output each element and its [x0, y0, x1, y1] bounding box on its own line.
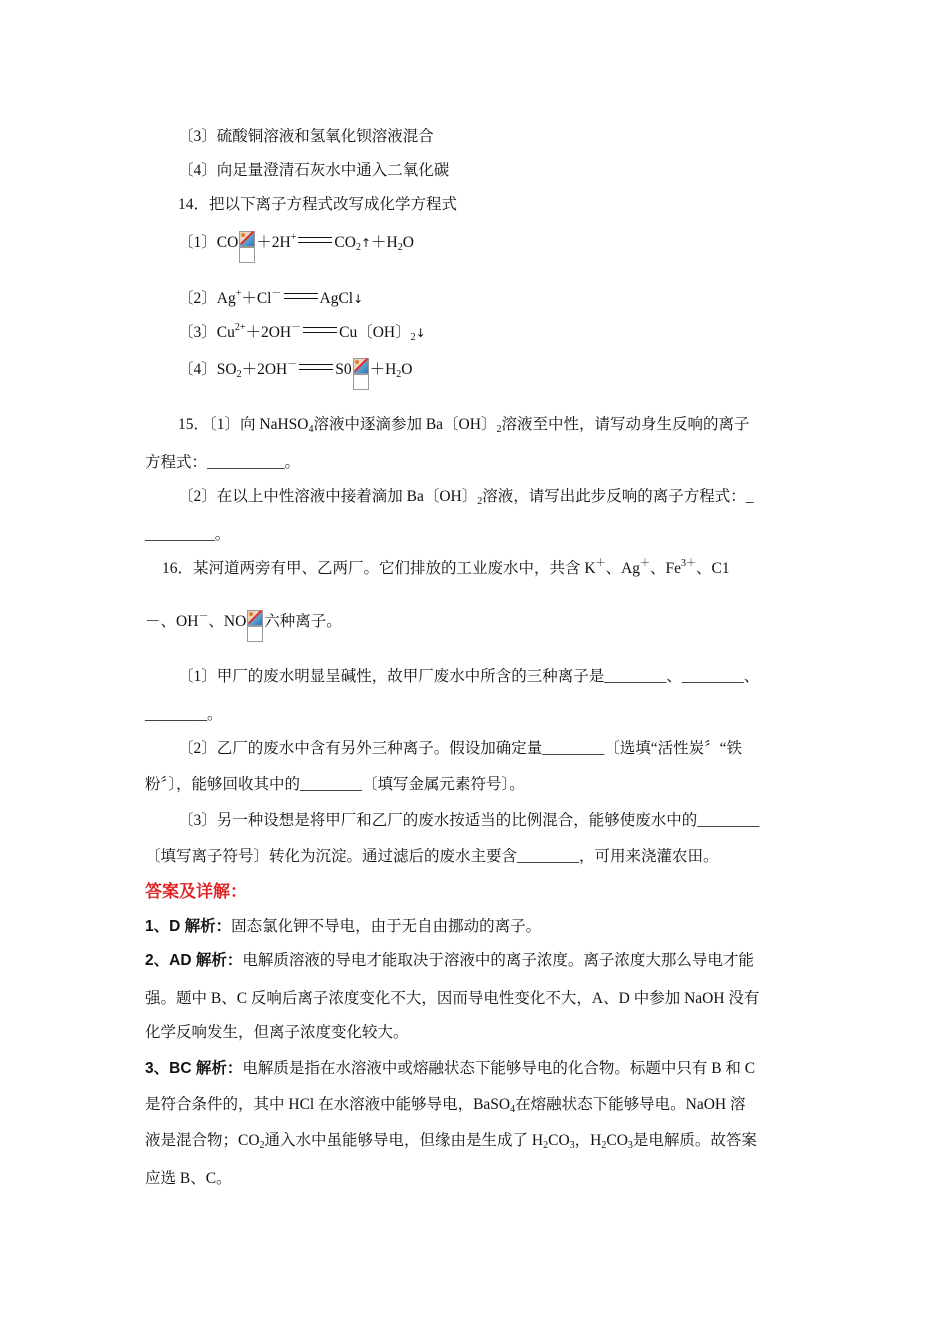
text: ＋2OH	[245, 324, 292, 341]
text: 是符合条件的，其中 HCl 在水溶液中能够导电，BaSO	[145, 1096, 511, 1113]
text: 电解质溶液的导电才能取决于溶液中的离子浓度。离子浓度大那么导电才能	[242, 952, 754, 969]
answer-3-line-3	[145, 1130, 757, 1152]
q15-line-1	[178, 414, 807, 436]
superscript: 2+	[234, 322, 246, 333]
superscript: －	[198, 611, 209, 622]
q16-part-1-line-2: ________。	[145, 706, 223, 723]
text: 、C1	[696, 560, 730, 577]
text: S0	[335, 361, 352, 378]
equals-sign	[303, 327, 337, 333]
subscript: 2	[410, 332, 416, 343]
subscript: 2	[477, 496, 483, 507]
q16-line-1	[162, 558, 730, 580]
answer-2-line-3: 化学反响发生，但离子浓度变化较大。	[145, 1024, 409, 1041]
subscript: 3	[627, 1140, 633, 1151]
superscript: +	[290, 232, 297, 243]
subscript: 4	[510, 1104, 516, 1115]
text: O	[402, 234, 414, 251]
superscript: －	[287, 359, 298, 370]
equals-sign	[284, 293, 318, 299]
text: O	[401, 361, 413, 378]
text: 〔2〕在以上中性溶液中接着滴加 Ba〔OH〕	[178, 488, 478, 505]
subscript: 4	[308, 424, 314, 435]
text-run	[178, 414, 749, 436]
text: ＋2OH	[241, 361, 288, 378]
answer-3-line-1	[145, 1058, 755, 1080]
q15-line-4: _________。	[145, 526, 231, 543]
down-arrow-icon: ↓	[415, 326, 426, 340]
superscript: 3＋	[681, 558, 697, 569]
text: CO	[548, 1132, 570, 1149]
text: 、NO	[208, 613, 247, 630]
text: 电解质是指在水溶液中或熔融状态下能够导电的化合物。标题中只有 B 和 C	[242, 1060, 756, 1077]
q16-line-2	[145, 610, 342, 642]
broken-image-icon	[239, 231, 255, 263]
superscript: ＋	[595, 558, 606, 569]
text: 15．〔1〕向 NaHSO	[178, 416, 309, 433]
subscript: 2	[543, 1140, 549, 1151]
q14-equation-3	[178, 322, 426, 344]
q15-line-3	[178, 486, 754, 508]
text: AgCl	[319, 290, 354, 307]
subscript: 2	[355, 242, 361, 253]
down-arrow-icon: ↓	[353, 292, 364, 306]
subscript: 3	[569, 1140, 575, 1151]
q16-part-1-line-1: 〔1〕甲厂的废水明显呈碱性，故甲厂废水中所含的三种离子是________、________、	[178, 668, 760, 685]
subscript: 2	[236, 369, 242, 380]
text: ＋H	[369, 361, 397, 378]
text: 溶液中逐滴参加 Ba〔OH〕	[313, 416, 497, 433]
equals-sign	[299, 364, 333, 370]
text: 通入水中虽能够导电，但缘由是生成了 H	[264, 1132, 544, 1149]
text: CO	[606, 1132, 628, 1149]
subscript: 2	[496, 424, 502, 435]
q13-item-4: 〔4〕向足量澄清石灰水中通入二氧化碳	[178, 162, 450, 179]
text: －、OH	[145, 613, 199, 630]
text: 〔1〕CO	[178, 234, 239, 251]
subscript: 2	[396, 369, 402, 380]
broken-image-icon	[247, 610, 263, 642]
subscript: 2	[259, 1140, 265, 1151]
text: 六种离子。	[264, 613, 342, 630]
q14-equation-2	[178, 288, 363, 310]
text: 溶液，请写出此步反响的离子方程式：_	[482, 488, 754, 505]
answer-3-line-2	[145, 1094, 745, 1116]
q14-equation-4	[178, 358, 413, 390]
subscript: 2	[397, 242, 403, 253]
equals-sign	[298, 237, 332, 243]
q16-part-2-line-2: 粉〞〕，能够回收其中的________〔填写金属元素符号〕。	[145, 776, 525, 793]
answer-2-line-1	[145, 950, 754, 972]
superscript: ＋	[640, 558, 651, 569]
broken-image-icon	[353, 358, 369, 390]
text: 16．某河道两旁有甲、乙两厂。它们排放的工业废水中，共含 K	[162, 560, 596, 577]
superscript: －	[271, 288, 282, 299]
text: 在熔融状态下能够导电。NaOH 溶	[515, 1096, 746, 1113]
q14-equation-1	[178, 231, 414, 263]
q16-part-3-line-2: 〔填写离子符号〕转化为沉淀。通过滤后的废水主要含________，可用来浇灌农田。	[145, 848, 719, 865]
answer-3-line-4: 应选 B、C。	[145, 1170, 232, 1187]
text: CO	[334, 234, 356, 251]
superscript: －	[291, 322, 302, 333]
text: ＋2H	[256, 234, 291, 251]
q13-item-3: 〔3〕硫酸铜溶液和氢氧化钡溶液混合	[178, 128, 434, 145]
q16-part-2-line-1: 〔2〕乙厂的废水中含有另外三种离子。假设加确定量________〔选填“活性炭〞“铁	[178, 740, 743, 757]
q16-part-3-line-1: 〔3〕另一种设想是将甲厂和乙厂的废水按适当的比例混合，能够使废水中的________	[178, 812, 760, 829]
superscript: +	[235, 288, 242, 299]
text: 、Ag	[605, 560, 641, 577]
answer-label: 2、AD 解析：	[145, 952, 243, 969]
text: 〔4〕SO	[178, 361, 237, 378]
answer-1	[145, 916, 541, 938]
text: 、Fe	[650, 560, 682, 577]
text: 是电解质。故答案	[632, 1132, 757, 1149]
text: 〔2〕Ag	[178, 290, 236, 307]
text: 固态氯化钾不导电，由于无自由挪动的离子。	[231, 918, 542, 935]
up-arrow-icon: ↑	[360, 236, 371, 250]
text: Cu〔OH〕	[339, 324, 411, 341]
text: 液是混合物；CO	[145, 1132, 260, 1149]
q15-line-2: 方程式：__________。	[145, 454, 301, 471]
text: ＋H	[371, 234, 398, 251]
answer-2-line-2: 强。题中 B、C 反响后离子浓度变化不大，因而导电性变化不大，A、D 中参加 NaOH 没有	[145, 990, 760, 1007]
answers-title: 答案及详解：	[145, 882, 247, 901]
text: ，H	[574, 1132, 602, 1149]
text: 〔3〕Cu	[178, 324, 235, 341]
subscript: 2	[601, 1140, 607, 1151]
answer-label: 1、D 解析：	[145, 918, 232, 935]
text: ＋Cl	[241, 290, 272, 307]
answer-label: 3、BC 解析：	[145, 1060, 243, 1077]
text: 溶液至中性，请写动身生反响的离子	[501, 416, 750, 433]
q14-title: 14．把以下离子方程式改写成化学方程式	[178, 196, 458, 213]
